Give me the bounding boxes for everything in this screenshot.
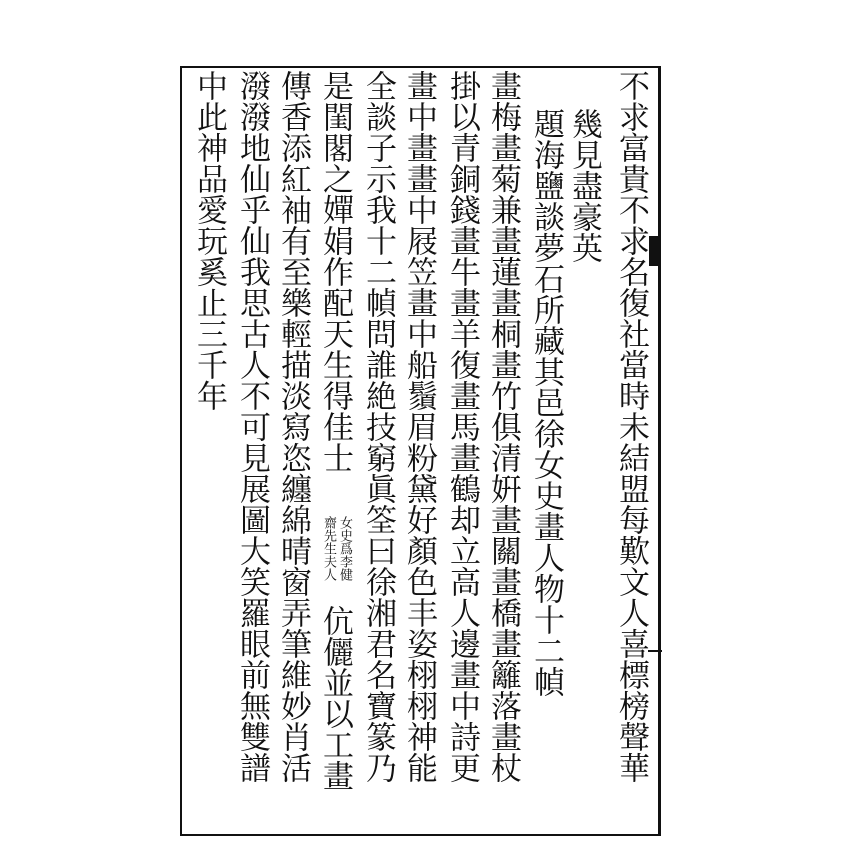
frame-bottom-border [180, 834, 660, 836]
margin-tick-mark [648, 650, 662, 652]
text-column-11: 中此神品愛玩奚止三千年 [191, 70, 227, 411]
fishtail-mark [649, 236, 661, 266]
interlinear-note-right: 女史爲李健 [337, 516, 352, 581]
text-column-8: 是閨閣之嬋娟作配天生得佳士 [317, 70, 353, 473]
frame-right-border [658, 66, 661, 836]
text-column-2: 幾見盡豪英 [566, 108, 602, 263]
text-column-9: 傳香添紅袖有至樂輕描淡寫恣纏綿晴窗弄筆維妙肖活 [275, 70, 311, 783]
text-column-10: 潑潑地仙乎仙我思古人不可見展圖大笑羅眼前無雙譜 [234, 70, 270, 783]
frame-left-border [180, 66, 182, 836]
text-column-6: 畫中畫畫中屐笠畫中船鬚眉粉黛好顏色丰姿栩栩神能 [401, 70, 437, 783]
text-column-1: 不求富貴不求名復社當時未結盟每歎文人喜標榜聲華 [613, 70, 649, 783]
text-column-5: 掛以青銅錢畫牛畫羊復畫馬畫鶴却立高人邊畫中詩更 [444, 70, 480, 783]
interlinear-note-left: 齋先生夫人 [321, 516, 336, 581]
text-column-4: 畫梅畫菊兼畫蓮畫桐畫竹俱清姸畫關畫橋畫籬落畫杖 [485, 70, 521, 783]
text-column-8-continued: 伉儷並以工畫 [317, 605, 353, 791]
text-column-7: 全談子示我十二幀問誰絶技窮眞筌曰徐湘君名寶篆乃 [360, 70, 396, 783]
text-column-3: 題海鹽談夢石所藏其邑徐女史畫人物十二幀 [528, 108, 564, 697]
frame-top-border [180, 66, 660, 68]
